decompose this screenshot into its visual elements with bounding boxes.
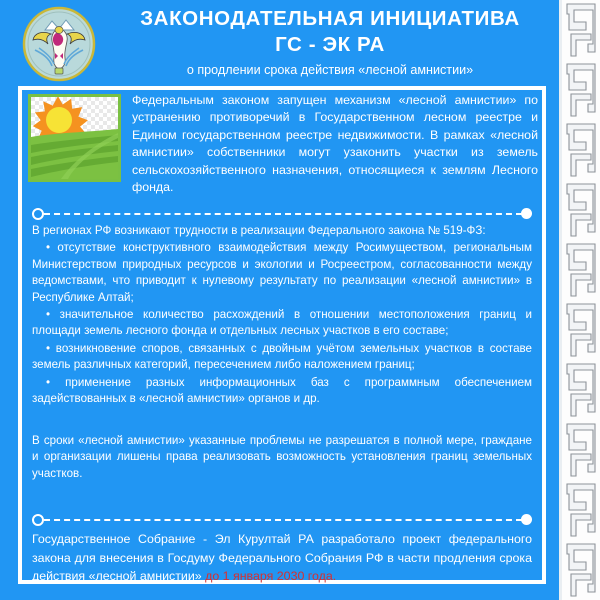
divider-cap-filled (521, 208, 532, 219)
header-title-group (105, 6, 555, 80)
greek-key-unit (562, 540, 600, 600)
divider-top (32, 208, 532, 220)
greek-key-unit (562, 420, 600, 480)
altai-republic-coat-of-arms-icon (21, 6, 97, 82)
problem-bullet-2: • значительное количество расхождений в отношении местоположения границ и площади земель лесного фонда и отдельных лесных участков в его составе; (32, 308, 532, 338)
greek-key-border-decoration (562, 0, 600, 600)
greek-key-unit (562, 120, 600, 180)
divider-dashed-line (44, 213, 522, 215)
divider-bottom (32, 514, 532, 526)
poster-header (0, 0, 562, 86)
divider-dashed-line (44, 519, 522, 521)
problem-bullet-3: • возникновение споров, связанных с двойным учётом земельных участков в составе земель различных категорий, пересечением либо наложением границ; (32, 341, 532, 372)
deadline-highlight: до 1 января 2030 года. (205, 569, 337, 584)
greek-key-unit (562, 180, 600, 240)
intro-section (22, 90, 542, 208)
intro-paragraph: Федеральным законом запущен механизм «лесной амнистии» по устранению противоречий в Государственном лесном реестре и Едином государственном реестре недвижимости. В рамках «лесной амнистии» собственники могут узаконить участки из земель сельскохозяйственного назначения, относящиеся к землям Лесного фонда. (132, 93, 538, 195)
greek-key-unit (562, 60, 600, 120)
greek-key-unit (562, 240, 600, 300)
outcome-paragraph: В сроки «лесной амнистии» указанные проблемы не разрешатся в полной мере, граждане и организации лишены права реализовать возможность установления границ земельных участков. (32, 434, 532, 480)
greek-key-unit (562, 0, 600, 60)
problems-section (22, 223, 542, 408)
problem-bullet-1: • отсутствие конструктивного взаимодействия между Росимуществом, региональным Министерством природных ресурсов и экологии и Росреестром, согласованности между ведомствами, что приводит к нулевому результату по реализации «лесной амнистии» в Республике Алтай; (32, 241, 532, 304)
conclusion-text: Государственное Собрание - Эл Курултай РА разработало проект федерального закона для внесения в Госдуму Федерального Собрания РФ в части продления срока действия «лесной амнистии» (32, 532, 532, 584)
divider-cap-open (32, 208, 44, 220)
problem-bullet-4: • применение разных информационных баз с программным обеспечением задействованных в «лесной амнистии» органов и др. (32, 375, 532, 406)
problems-lead-text: В регионах РФ возникают трудности в реализации Федерального закона № 519-ФЗ: (32, 224, 486, 237)
divider-cap-filled (521, 514, 532, 525)
sun-over-farm-field-illustration-icon (28, 94, 121, 182)
greek-key-unit (562, 300, 600, 360)
divider-cap-open (32, 514, 44, 526)
greek-key-unit (562, 360, 600, 420)
conclusion-section (22, 530, 542, 586)
page-title-line-1: ЗАКОНОДАТЕЛЬНАЯ ИНИЦИАТИВА (140, 7, 520, 30)
greek-key-unit (562, 480, 600, 540)
page-title-line-2: ГС - ЭК РА (275, 33, 385, 56)
page-subtitle: о продлении срока действия «лесной амнистии» (186, 63, 474, 77)
content-panel (18, 86, 546, 584)
